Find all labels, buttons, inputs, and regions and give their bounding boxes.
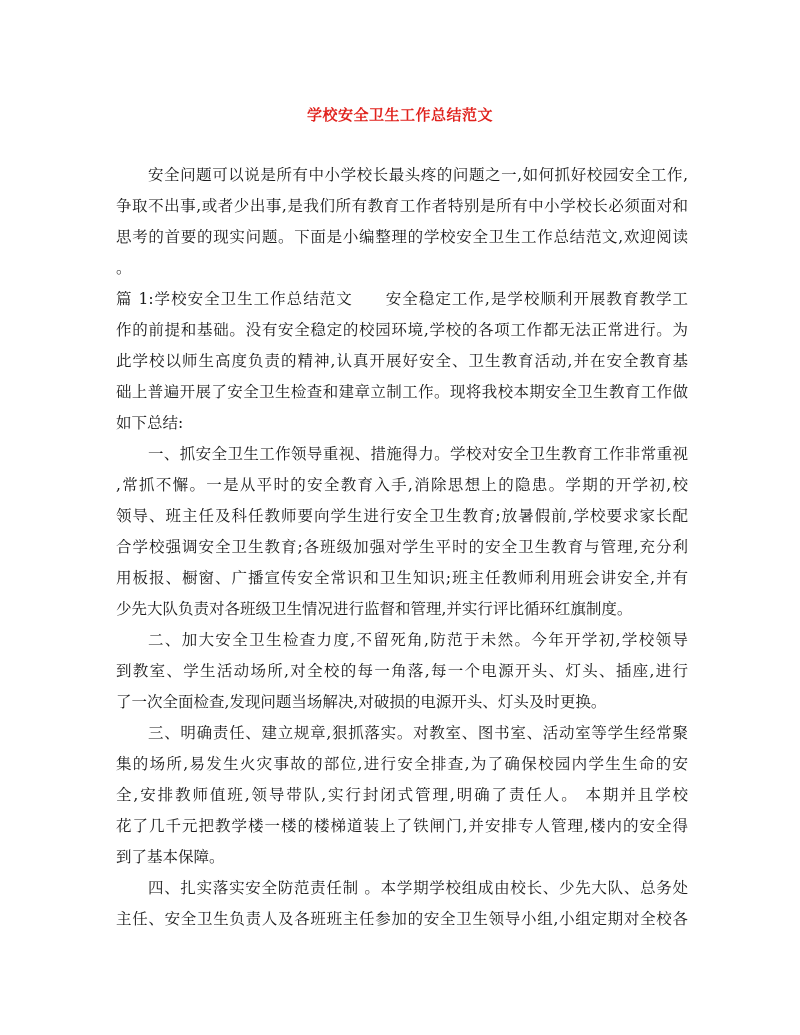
body-text-line: 此学校以师生高度负责的精神,认真开展好安全、卫生教育活动,并在安全教育基 — [116, 352, 688, 370]
body-text-line: 花了几千元把教学楼一楼的楼梯道装上了铁闸门,并安排专人管理,楼内的安全得 — [116, 817, 688, 835]
body-text-line: 篇 1:学校安全卫生工作总结范文 安全稳定工作,是学校顺利开展教育教学工 — [116, 290, 688, 308]
body-text-line: 三、明确责任、建立规章,狠抓落实。对教室、图书室、活动室等学生经常聚 — [148, 724, 688, 742]
body-text-line: 思考的首要的现实问题。下面是小编整理的学校安全卫生工作总结范文,欢迎阅读 — [116, 228, 688, 246]
body-text-line: 了一次全面检查,发现问题当场解决,对破损的电源开头、灯头及时更换。 — [116, 693, 607, 711]
body-text-line: 。 — [116, 259, 132, 277]
body-text-line: 集的场所,易发生火灾事故的部位,进行安全排查,为了确保校园内学生生命的安 — [116, 755, 688, 773]
body-text-line: 作的前提和基础。没有安全稳定的校园环境,学校的各项工作都无法正常进行。为 — [116, 321, 688, 339]
body-text-line: 安全问题可以说是所有中小学校长最头疼的问题之一,如何抓好校园安全工作, — [148, 166, 688, 184]
body-text-line: 到了基本保障。 — [116, 848, 225, 866]
body-text-line: 础上普遍开展了安全卫生检查和建章立制工作。现将我校本期安全卫生教育工作做 — [116, 383, 688, 401]
body-text-line: 少先大队负责对各班级卫生情况进行监督和管理,并实行评比循环红旗制度。 — [116, 600, 633, 618]
document-title: 学校安全卫生工作总结范文 — [306, 106, 493, 124]
body-text-line: 二、加大安全卫生检查力度,不留死角,防范于未然。今年开学初,学校领导 — [148, 631, 688, 649]
body-text-line: 主任、安全卫生负责人及各班班主任参加的安全卫生领导小组,小组定期对全校各 — [116, 910, 688, 928]
body-text-line: 用板报、橱窗、广播宣传安全常识和卫生知识;班主任教师利用班会讲安全,并有 — [116, 569, 688, 587]
body-text-line: 合学校强调安全卫生教育;各班级加强对学生平时的安全卫生教育与管理,充分利 — [116, 538, 688, 556]
body-text-line: 四、扎实落实安全防范责任制 。本学期学校组成由校长、少先大队、总务处 — [148, 879, 688, 897]
body-text-line: ,常抓不懈。一是从平时的安全教育入手,消除思想上的隐患。学期的开学初,校 — [116, 476, 688, 494]
body-text-line: 全,安排教师值班,领导带队,实行封闭式管理,明确了责任人。 本期并且学校 — [116, 786, 688, 804]
body-text-line: 到教室、学生活动场所,对全校的每一角落,每一个电源开头、灯头、插座,进行 — [116, 662, 688, 680]
document-body — [116, 160, 688, 935]
body-text-line: 一、抓安全卫生工作领导重视、措施得力。学校对安全卫生教育工作非常重视 — [148, 445, 688, 463]
body-text-line: 如下总结: — [116, 414, 184, 432]
body-text-line: 争取不出事,或者少出事,是我们所有教育工作者特别是所有中小学校长必须面对和 — [116, 197, 688, 215]
body-text-line: 领导、班主任及科任教师要向学生进行安全卫生教育;放暑假前,学校要求家长配 — [116, 507, 688, 525]
